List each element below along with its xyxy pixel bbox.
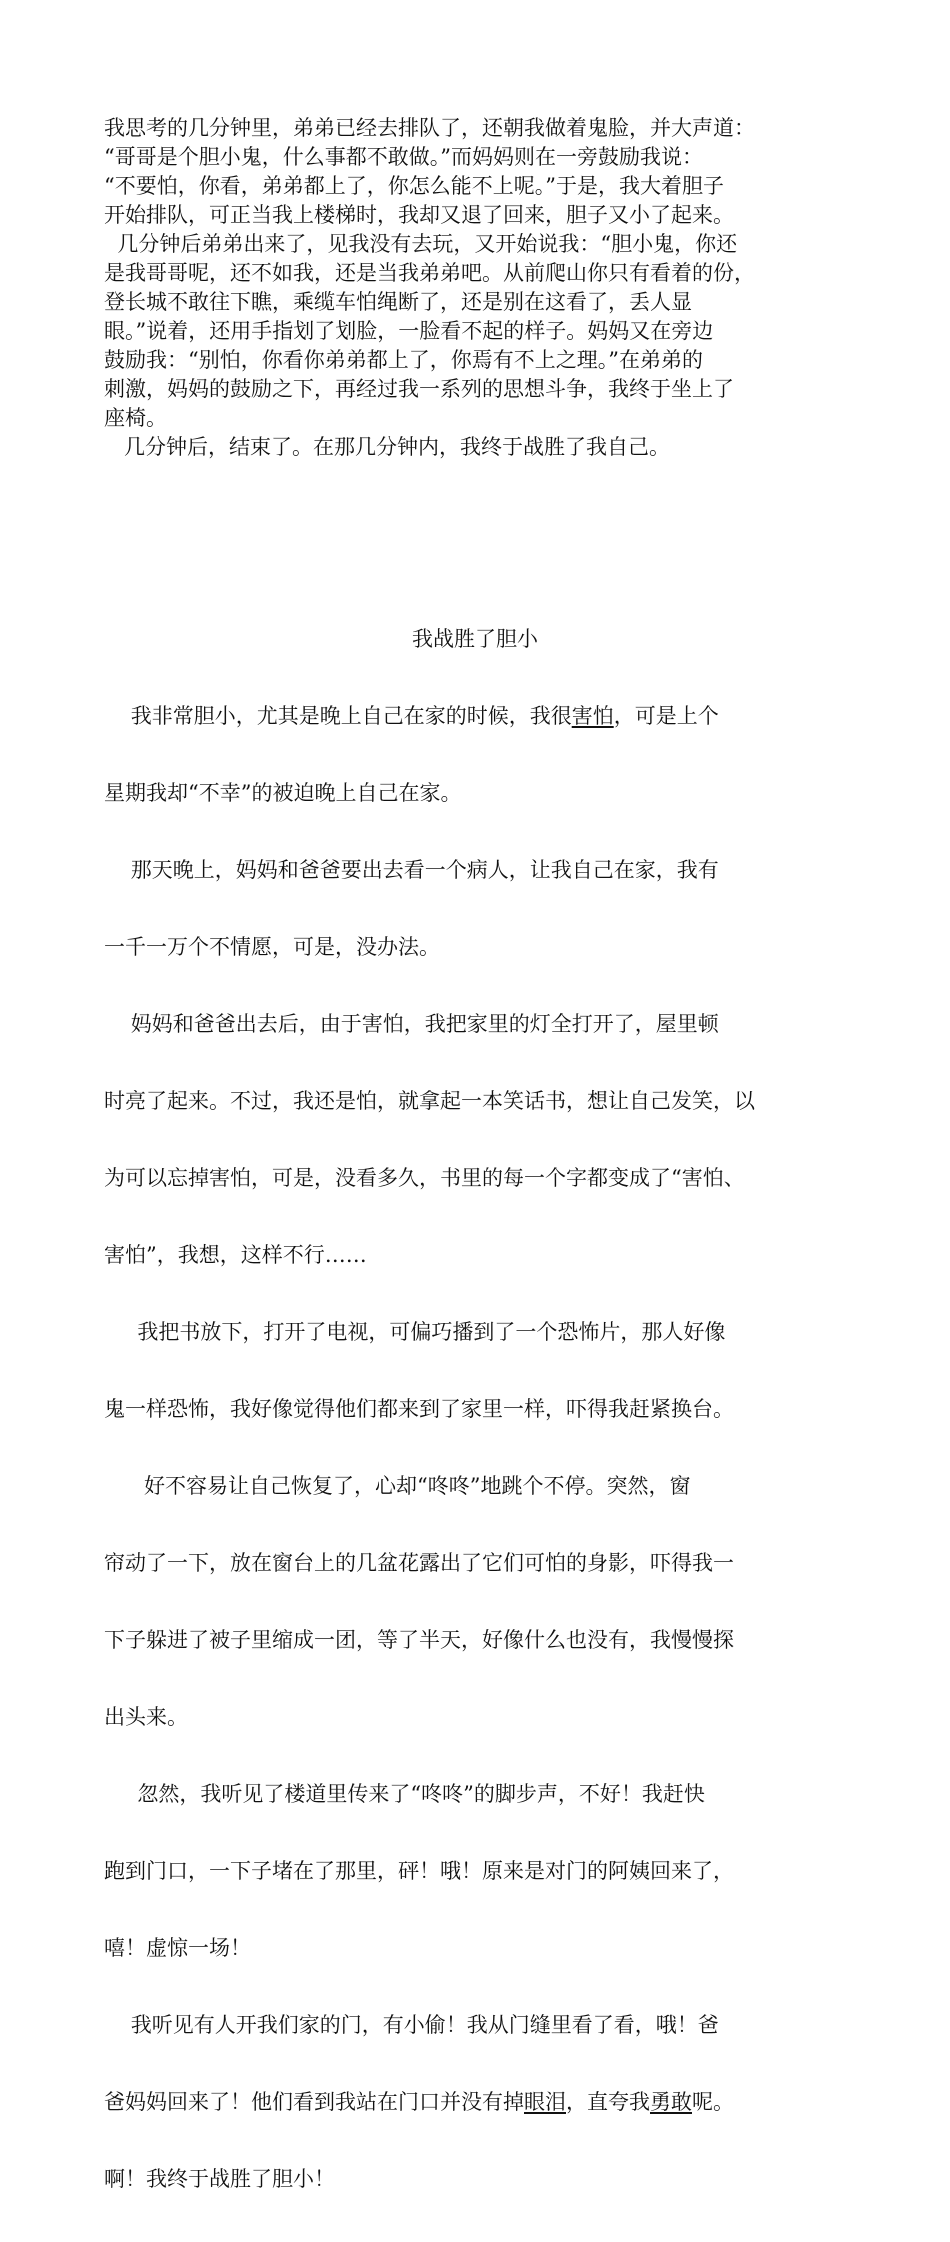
text-line: 妈妈和爸爸出去后，由于害怕，我把家里的灯全打开了，屋里顿	[104, 1012, 719, 1036]
text-line: 开始排队，可正当我上楼梯时，我却又退了回来，胆子又小了起来。	[104, 203, 734, 227]
text-line: 登长城不敢往下瞧，乘缆车怕绳断了，还是别在这看了，丢人显	[104, 290, 692, 314]
story-two-text	[104, 654, 850, 2242]
text-line: 跑到门口，一下子堵在了那里，砰！哦！原来是对门的阿姨回来了，	[104, 1859, 734, 1883]
text-line: 那天晚上，妈妈和爸爸要出去看一个病人，让我自己在家，我有	[104, 858, 719, 882]
text-line: 是我哥哥呢，还不如我，还是当我弟弟吧。从前爬山你只有看着的份，	[104, 261, 755, 285]
text-line: 我听见有人开我们家的门，有小偷！我从门缝里看了看，哦！爸	[104, 2013, 719, 2037]
text-line: 出头来。	[104, 1705, 188, 1729]
story-one-text	[104, 114, 850, 462]
underlined-word: 害怕	[571, 704, 614, 728]
text-line: 下子躲进了被子里缩成一团，等了半天，好像什么也没有，我慢慢探	[104, 1628, 734, 1652]
text-line: 几分钟后弟弟出来了，见我没有去玩，又开始说我：“胆小鬼，你还	[104, 232, 738, 256]
text-line: 我思考的几分钟里，弟弟已经去排队了，还朝我做着鬼脸，并大声道：	[104, 116, 755, 140]
text-line: 嘻！虚惊一场！	[104, 1936, 251, 1960]
text-line: 几分钟后，结束了。在那几分钟内，我终于战胜了我自己。	[104, 435, 671, 459]
text-line: “哥哥是个胆小鬼，什么事都不敢做。”而妈妈则在一旁鼓励我说：	[104, 145, 703, 169]
text-segment: ，可是上个	[613, 704, 719, 728]
underlined-word: 勇敢	[650, 2090, 692, 2114]
text-line: 为可以忘掉害怕，可是，没看多久，书里的每一个字都变成了“害怕、	[104, 1166, 745, 1190]
text-line: 一千一万个不情愿，可是，没办法。	[104, 935, 440, 959]
text-segment: 爸妈妈回来了！他们看到我站在门口并没有掉	[104, 2090, 524, 2114]
text-line: 我把书放下，打开了电视，可偏巧播到了一个恐怖片，那人好像	[104, 1320, 726, 1344]
text-line: 刺激，妈妈的鼓励之下，再经过我一系列的思想斗争，我终于坐上了	[104, 377, 734, 401]
text-line: 星期我却“不幸”的被迫晚上自己在家。	[104, 781, 462, 805]
text-line: 鬼一样恐怖，我好像觉得他们都来到了家里一样，吓得我赶紧换台。	[104, 1397, 734, 1421]
text-line: 帘动了一下，放在窗台上的几盆花露出了它们可怕的身影，吓得我一	[104, 1551, 734, 1575]
text-segment: ，直夸我	[566, 2090, 650, 2114]
text-line	[104, 2088, 850, 2117]
text-segment: 我非常胆小，尤其是晚上自己在家的时候，我很	[104, 704, 572, 728]
text-line	[104, 702, 850, 731]
text-line: 时亮了起来。不过，我还是怕，就拿起一本笑话书，想让自己发笑，以	[104, 1089, 755, 1113]
text-line: 害怕”，我想，这样不行……	[104, 1243, 367, 1267]
underlined-word: 眼泪	[524, 2090, 566, 2114]
text-line: “不要怕，你看，弟弟都上了，你怎么能不上呢。”于是，我大着胆子	[104, 174, 724, 198]
text-line: 忽然，我听见了楼道里传来了“咚咚”的脚步声，不好！我赶快	[104, 1782, 705, 1806]
text-line: 好不容易让自己恢复了，心却“咚咚”地跳个不停。突然，窗	[104, 1474, 691, 1498]
text-line: 啊！我终于战胜了胆小！	[104, 2167, 335, 2191]
story-two-title: 我战胜了胆小	[412, 627, 538, 651]
text-segment: 呢。	[692, 2090, 734, 2114]
text-line: 鼓励我：“别怕，你看你弟弟都上了，你焉有不上之理。”在弟弟的	[104, 348, 703, 372]
text-line: 眼。”说着，还用手指划了划脸，一脸看不起的样子。妈妈又在旁边	[104, 319, 714, 343]
text-line: 座椅。	[104, 406, 167, 430]
